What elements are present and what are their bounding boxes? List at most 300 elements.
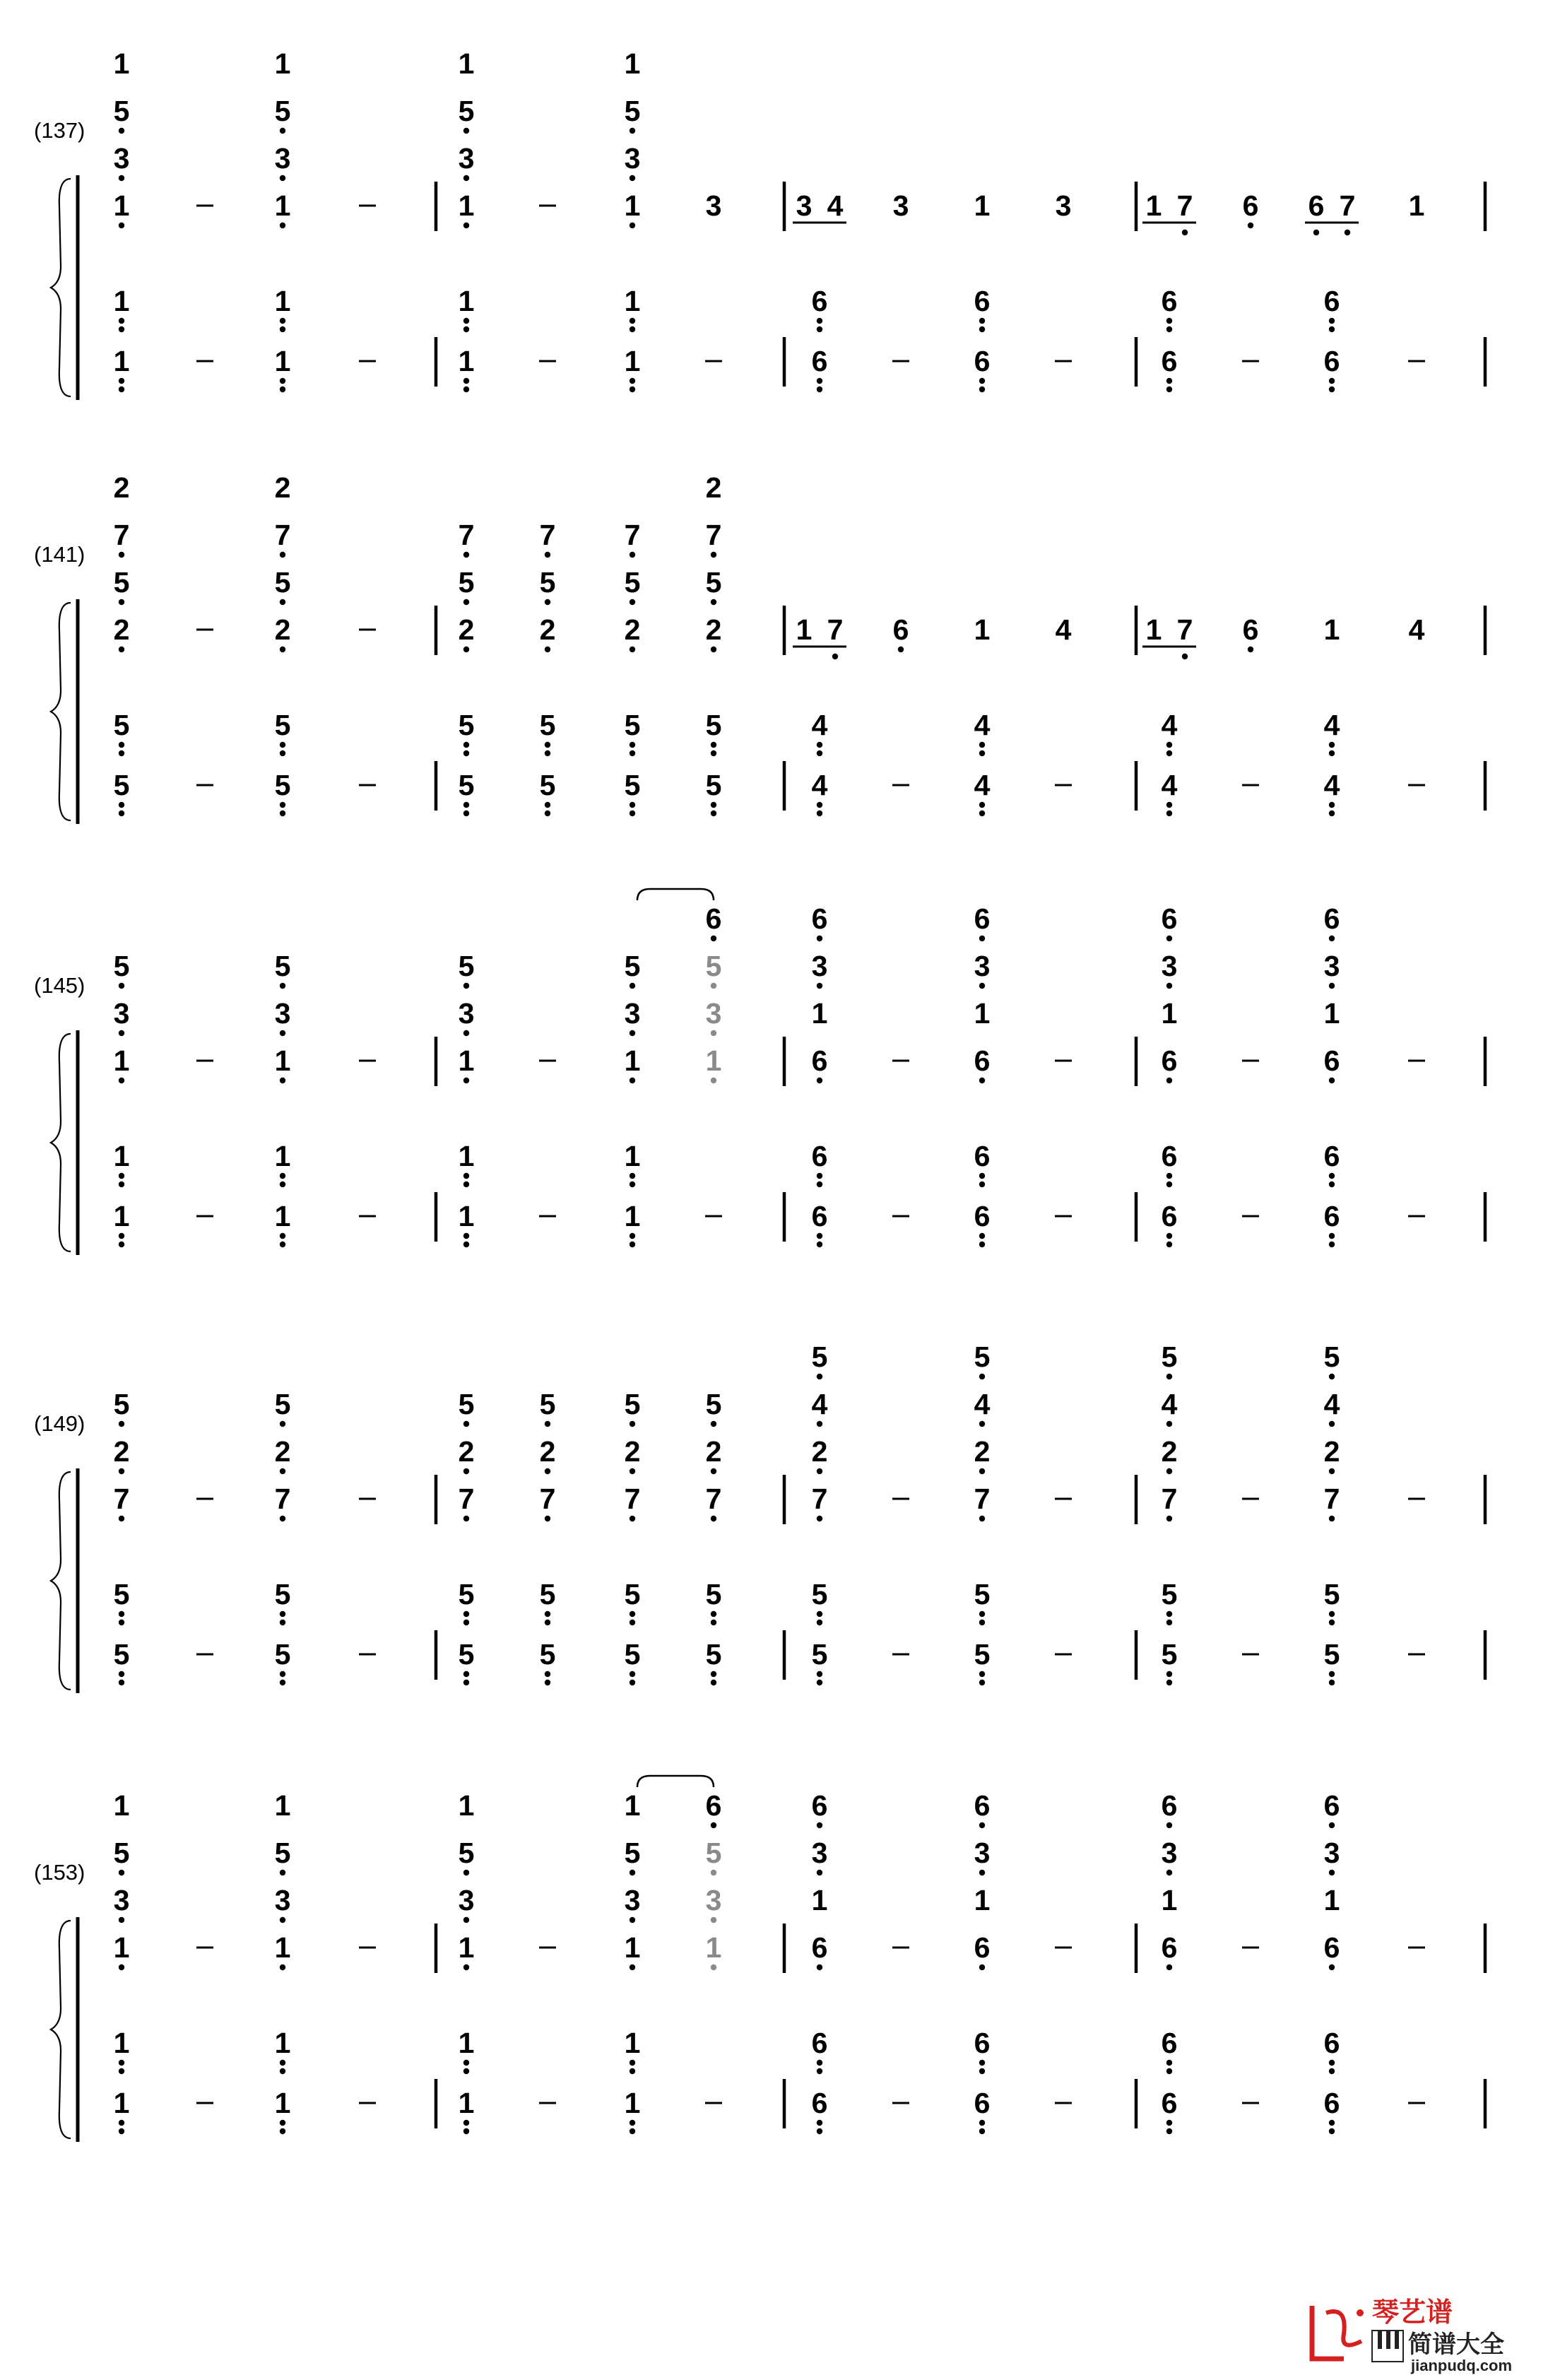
- note-digit: 5: [458, 950, 475, 982]
- note-digit: 2: [1323, 1435, 1340, 1468]
- note-digit: 6: [1323, 902, 1340, 935]
- octave-dot: [1313, 230, 1319, 235]
- octave-dot: [463, 742, 469, 748]
- octave-dot: [979, 1516, 985, 1521]
- note-digit: 6: [811, 2087, 828, 2119]
- note-digit: 6: [892, 613, 909, 646]
- octave-dot: [463, 1516, 469, 1521]
- logo-brand-text: 琴艺谱: [1372, 2298, 1453, 2328]
- tie-arc: [637, 889, 714, 900]
- octave-dot: [630, 599, 635, 605]
- note-digit: 7: [458, 1483, 475, 1515]
- piano-keys-icon: [1372, 2331, 1403, 2362]
- note-digit: 1: [274, 189, 291, 222]
- note-digit: 3: [1323, 950, 1340, 982]
- note-digit: 5: [705, 1638, 722, 1671]
- note-digit: 5: [458, 1837, 475, 1869]
- note-digit: 6: [811, 1044, 828, 1077]
- octave-dot: [1329, 811, 1335, 816]
- octave-dot: [630, 1233, 635, 1239]
- note-digit: 5: [274, 566, 291, 599]
- note-digit: 7: [1323, 1483, 1340, 1515]
- note-digit: 6: [974, 2087, 991, 2119]
- system: [34, 1411, 1485, 1693]
- octave-dot: [630, 802, 635, 808]
- octave-dot: [711, 1468, 716, 1474]
- note-digit: 1: [705, 1931, 722, 1964]
- octave-dot: [1329, 2128, 1335, 2134]
- octave-dot: [630, 1516, 635, 1521]
- octave-dot: [119, 128, 124, 134]
- note-digit: 1: [624, 2087, 641, 2119]
- note-digit: 2: [274, 613, 291, 646]
- octave-dot: [463, 318, 469, 324]
- octave-dot: [630, 742, 635, 748]
- octave-dot: [280, 1078, 285, 1083]
- note-digit: 1: [624, 1931, 641, 1964]
- octave-dot: [817, 936, 822, 941]
- octave-dot: [979, 1964, 985, 1970]
- octave-dot: [711, 1421, 716, 1427]
- octave-dot: [979, 1468, 985, 1474]
- octave-dot: [1329, 1242, 1335, 1247]
- octave-dot: [630, 983, 635, 989]
- note-digit: 1: [811, 997, 828, 1030]
- note-digit: 1: [624, 2027, 641, 2059]
- octave-dot: [1329, 1173, 1335, 1179]
- note-digit: 7: [1339, 189, 1356, 222]
- octave-dot: [817, 750, 822, 756]
- octave-dot: [979, 1374, 985, 1379]
- octave-dot: [711, 1516, 716, 1521]
- octave-dot: [280, 811, 285, 816]
- octave-dot: [711, 1030, 716, 1036]
- octave-dot: [630, 1611, 635, 1617]
- note-digit: 3: [274, 1884, 291, 1916]
- octave-dot: [1329, 802, 1335, 808]
- note-digit: 4: [811, 1388, 828, 1420]
- octave-dot: [463, 1964, 469, 1970]
- octave-dot: [463, 1611, 469, 1617]
- note-digit: 1: [974, 997, 991, 1030]
- octave-dot: [280, 1030, 285, 1036]
- octave-dot: [119, 1671, 124, 1677]
- note-digit: 1: [458, 2087, 475, 2119]
- octave-dot: [1329, 1468, 1335, 1474]
- octave-dot: [979, 318, 985, 324]
- note-digit: 6: [1323, 2027, 1340, 2059]
- note-digit: 3: [458, 997, 475, 1030]
- octave-dot: [1329, 1233, 1335, 1239]
- note-digit: 5: [274, 709, 291, 741]
- note-digit: 4: [974, 709, 991, 741]
- note-digit: 4: [1323, 1388, 1340, 1420]
- note-digit: 5: [1323, 1638, 1340, 1671]
- site-logo: [1305, 2292, 1545, 2376]
- note-digit: 6: [1161, 2087, 1178, 2119]
- note-digit: 2: [811, 1435, 828, 1468]
- note-digit: 5: [705, 1837, 722, 1869]
- octave-dot: [1166, 1671, 1172, 1677]
- octave-dot: [630, 1421, 635, 1427]
- note-digit: 1: [458, 1140, 475, 1172]
- octave-dot: [463, 223, 469, 228]
- octave-dot: [979, 742, 985, 748]
- note-digit: 3: [1055, 189, 1072, 222]
- octave-dot: [463, 1421, 469, 1427]
- note-digit: 2: [539, 613, 556, 646]
- note-digit: 6: [1323, 1044, 1340, 1077]
- note-digit: 5: [113, 566, 130, 599]
- note-digit: 5: [974, 1578, 991, 1610]
- grand-staff-brace: [51, 1921, 71, 2138]
- note-digit: 6: [1161, 902, 1178, 935]
- octave-dot: [1248, 223, 1253, 228]
- octave-dot: [119, 1964, 124, 1970]
- note-digit: 7: [274, 1483, 291, 1515]
- note-digit: 3: [811, 950, 828, 982]
- note-digit: 7: [539, 519, 556, 551]
- octave-dot: [280, 647, 285, 652]
- note-digit: 2: [113, 1435, 130, 1468]
- octave-dot: [979, 1233, 985, 1239]
- octave-dot: [1166, 2060, 1172, 2066]
- note-digit: 7: [811, 1483, 828, 1515]
- note-digit: 5: [705, 1578, 722, 1610]
- note-digit: 5: [811, 1638, 828, 1671]
- note-digit: 4: [811, 709, 828, 741]
- note-digit: 6: [1161, 2027, 1178, 2059]
- octave-dot: [1166, 1620, 1172, 1625]
- octave-dot: [817, 811, 822, 816]
- note-digit: 4: [1323, 709, 1340, 741]
- octave-dot: [1166, 2120, 1172, 2126]
- note-digit: 5: [113, 1578, 130, 1610]
- octave-dot: [817, 742, 822, 748]
- note-digit: 5: [1323, 1341, 1340, 1373]
- note-digit: 1: [458, 1789, 475, 1822]
- note-digit: 4: [974, 769, 991, 801]
- octave-dot: [711, 750, 716, 756]
- note-digit: 5: [113, 1638, 130, 1671]
- note-digit: 6: [811, 1200, 828, 1232]
- octave-dot: [119, 742, 124, 748]
- octave-dot: [817, 983, 822, 989]
- octave-dot: [119, 1620, 124, 1625]
- octave-dot: [119, 1173, 124, 1179]
- note-digit: 7: [1176, 189, 1193, 222]
- octave-dot: [1166, 742, 1172, 748]
- octave-dot: [119, 552, 124, 558]
- octave-dot: [1166, 1242, 1172, 1247]
- octave-dot: [545, 552, 550, 558]
- octave-dot: [280, 1870, 285, 1875]
- octave-dot: [280, 1671, 285, 1677]
- octave-dot: [630, 2120, 635, 2126]
- octave-dot: [463, 2060, 469, 2066]
- octave-dot: [463, 1680, 469, 1685]
- octave-dot: [979, 983, 985, 989]
- octave-dot: [1166, 802, 1172, 808]
- octave-dot: [280, 1611, 285, 1617]
- note-digit: 2: [624, 613, 641, 646]
- octave-dot: [979, 802, 985, 808]
- note-digit: 6: [974, 902, 991, 935]
- octave-dot: [630, 552, 635, 558]
- note-digit: 6: [1323, 285, 1340, 317]
- octave-dot: [711, 983, 716, 989]
- octave-dot: [463, 647, 469, 652]
- octave-dot: [817, 378, 822, 384]
- octave-dot: [817, 1173, 822, 1179]
- note-digit: 6: [974, 1789, 991, 1822]
- octave-dot: [630, 1468, 635, 1474]
- octave-dot: [463, 1233, 469, 1239]
- note-digit: 2: [705, 613, 722, 646]
- octave-dot: [979, 1242, 985, 1247]
- octave-dot: [979, 811, 985, 816]
- octave-dot: [545, 1671, 550, 1677]
- note-digit: 7: [624, 1483, 641, 1515]
- octave-dot: [979, 2120, 985, 2126]
- note-digit: 5: [705, 566, 722, 599]
- octave-dot: [463, 175, 469, 181]
- note-digit: 1: [624, 345, 641, 377]
- note-digit: 5: [113, 1837, 130, 1869]
- octave-dot: [463, 2068, 469, 2074]
- octave-dot: [280, 175, 285, 181]
- octave-dot: [817, 1611, 822, 1617]
- note-digit: 6: [705, 1789, 722, 1822]
- octave-dot: [711, 647, 716, 652]
- note-digit: 3: [1161, 950, 1178, 982]
- octave-dot: [1329, 1421, 1335, 1427]
- octave-dot: [817, 1242, 822, 1247]
- note-digit: 1: [458, 1044, 475, 1077]
- note-digit: 5: [624, 1578, 641, 1610]
- octave-dot: [711, 1611, 716, 1617]
- octave-dot: [1329, 1516, 1335, 1521]
- note-digit: 5: [624, 769, 641, 801]
- note-digit: 1: [624, 1200, 641, 1232]
- note-digit: 7: [624, 519, 641, 551]
- octave-dot: [630, 1182, 635, 1187]
- octave-dot: [711, 1964, 716, 1970]
- octave-dot: [545, 1611, 550, 1617]
- octave-dot: [119, 750, 124, 756]
- note-digit: 5: [274, 1837, 291, 1869]
- note-digit: 5: [705, 950, 722, 982]
- grand-staff-brace: [51, 179, 71, 396]
- octave-dot: [280, 1964, 285, 1970]
- octave-dot: [463, 1620, 469, 1625]
- octave-dot: [979, 1822, 985, 1828]
- note-digit: 6: [705, 902, 722, 935]
- note-digit: 1: [1145, 613, 1162, 646]
- octave-dot: [119, 175, 124, 181]
- note-digit: 1: [1323, 1884, 1340, 1916]
- octave-dot: [1182, 654, 1188, 659]
- note-digit: 6: [811, 2027, 828, 2059]
- octave-dot: [630, 1030, 635, 1036]
- note-digit: 6: [1161, 345, 1178, 377]
- note-digit: 1: [113, 1044, 130, 1077]
- note-digit: 3: [113, 142, 130, 175]
- octave-dot: [1166, 936, 1172, 941]
- note-digit: 5: [458, 95, 475, 127]
- octave-dot: [545, 750, 550, 756]
- note-digit: 1: [274, 47, 291, 80]
- note-digit: 3: [705, 997, 722, 1030]
- octave-dot: [1329, 936, 1335, 941]
- note-digit: 1: [274, 345, 291, 377]
- note-digit: 3: [1161, 1837, 1178, 1869]
- octave-dot: [119, 1242, 124, 1247]
- octave-dot: [817, 1964, 822, 1970]
- note-digit: 1: [624, 189, 641, 222]
- octave-dot: [119, 1182, 124, 1187]
- grand-staff-brace: [51, 1472, 71, 1690]
- note-digit: 5: [974, 1638, 991, 1671]
- octave-dot: [1166, 811, 1172, 816]
- note-digit: 6: [1323, 1140, 1340, 1172]
- octave-dot: [545, 1421, 550, 1427]
- octave-dot: [463, 802, 469, 808]
- octave-dot: [280, 750, 285, 756]
- octave-dot: [119, 1516, 124, 1521]
- note-digit: 5: [274, 950, 291, 982]
- octave-dot: [1166, 983, 1172, 989]
- octave-dot: [545, 1620, 550, 1625]
- octave-dot: [1166, 1374, 1172, 1379]
- note-digit: 5: [113, 95, 130, 127]
- note-digit: 7: [539, 1483, 556, 1515]
- note-digit: 5: [624, 1837, 641, 1869]
- note-digit: 5: [539, 769, 556, 801]
- octave-dot: [817, 1468, 822, 1474]
- octave-dot: [711, 811, 716, 816]
- note-digit: 3: [113, 1884, 130, 1916]
- octave-dot: [119, 1030, 124, 1036]
- octave-dot: [711, 1671, 716, 1677]
- note-digit: 1: [796, 613, 813, 646]
- octave-dot: [711, 1822, 716, 1828]
- octave-dot: [711, 742, 716, 748]
- octave-dot: [280, 1173, 285, 1179]
- octave-dot: [630, 1680, 635, 1685]
- note-digit: 1: [458, 1200, 475, 1232]
- note-digit: 5: [1161, 1638, 1178, 1671]
- octave-dot: [711, 1917, 716, 1923]
- octave-dot: [119, 318, 124, 324]
- note-digit: 3: [705, 1884, 722, 1916]
- note-digit: 5: [705, 769, 722, 801]
- note-digit: 3: [705, 189, 722, 222]
- octave-dot: [463, 983, 469, 989]
- note-digit: 6: [811, 345, 828, 377]
- octave-dot: [280, 2128, 285, 2134]
- note-digit: 3: [892, 189, 909, 222]
- note-digit: 2: [539, 1435, 556, 1468]
- note-digit: 5: [705, 1388, 722, 1420]
- note-digit: 1: [113, 1789, 130, 1822]
- note-digit: 5: [624, 566, 641, 599]
- note-digit: 2: [113, 471, 130, 504]
- octave-dot: [1182, 230, 1188, 235]
- note-digit: 4: [1161, 769, 1178, 801]
- octave-dot: [630, 1964, 635, 1970]
- octave-dot: [979, 750, 985, 756]
- note-digit: 5: [274, 1388, 291, 1420]
- octave-dot: [280, 1680, 285, 1685]
- octave-dot: [463, 1242, 469, 1247]
- octave-dot: [545, 1468, 550, 1474]
- octave-dot: [711, 936, 716, 941]
- octave-dot: [463, 750, 469, 756]
- note-digit: 2: [974, 1435, 991, 1468]
- note-digit: 3: [274, 997, 291, 1030]
- octave-dot: [630, 2060, 635, 2066]
- note-digit: 5: [274, 1638, 291, 1671]
- octave-dot: [630, 1870, 635, 1875]
- note-digit: 5: [458, 1638, 475, 1671]
- note-digit: 5: [1161, 1341, 1178, 1373]
- note-digit: 1: [458, 2027, 475, 2059]
- octave-dot: [630, 223, 635, 228]
- note-digit: 7: [1161, 1483, 1178, 1515]
- octave-dot: [280, 378, 285, 384]
- note-digit: 1: [274, 1044, 291, 1077]
- note-digit: 4: [974, 1388, 991, 1420]
- octave-dot: [832, 654, 838, 659]
- octave-dot: [119, 811, 124, 816]
- octave-dot: [1329, 983, 1335, 989]
- octave-dot: [463, 1917, 469, 1923]
- octave-dot: [1166, 1870, 1172, 1875]
- octave-dot: [119, 983, 124, 989]
- octave-dot: [280, 2068, 285, 2074]
- note-digit: 7: [705, 519, 722, 551]
- note-digit: 3: [974, 1837, 991, 1869]
- octave-dot: [1166, 1822, 1172, 1828]
- octave-dot: [119, 802, 124, 808]
- note-digit: 3: [274, 142, 291, 175]
- note-digit: 7: [274, 519, 291, 551]
- octave-dot: [280, 1421, 285, 1427]
- octave-dot: [630, 1671, 635, 1677]
- note-digit: 5: [113, 1388, 130, 1420]
- note-digit: 5: [113, 950, 130, 982]
- note-digit: 5: [811, 1341, 828, 1373]
- note-digit: 1: [274, 285, 291, 317]
- octave-dot: [630, 1917, 635, 1923]
- octave-dot: [119, 2120, 124, 2126]
- octave-dot: [630, 1173, 635, 1179]
- note-digit: 5: [274, 1578, 291, 1610]
- note-digit: 1: [113, 345, 130, 377]
- note-digit: 3: [811, 1837, 828, 1869]
- note-digit: 1: [974, 1884, 991, 1916]
- system: [34, 118, 1485, 400]
- note-digit: 6: [1242, 189, 1259, 222]
- note-digit: 3: [624, 997, 641, 1030]
- octave-dot: [545, 802, 550, 808]
- octave-dot: [1248, 647, 1253, 652]
- octave-dot: [463, 1671, 469, 1677]
- octave-dot: [280, 742, 285, 748]
- octave-dot: [463, 2120, 469, 2126]
- note-digit: 1: [1323, 613, 1340, 646]
